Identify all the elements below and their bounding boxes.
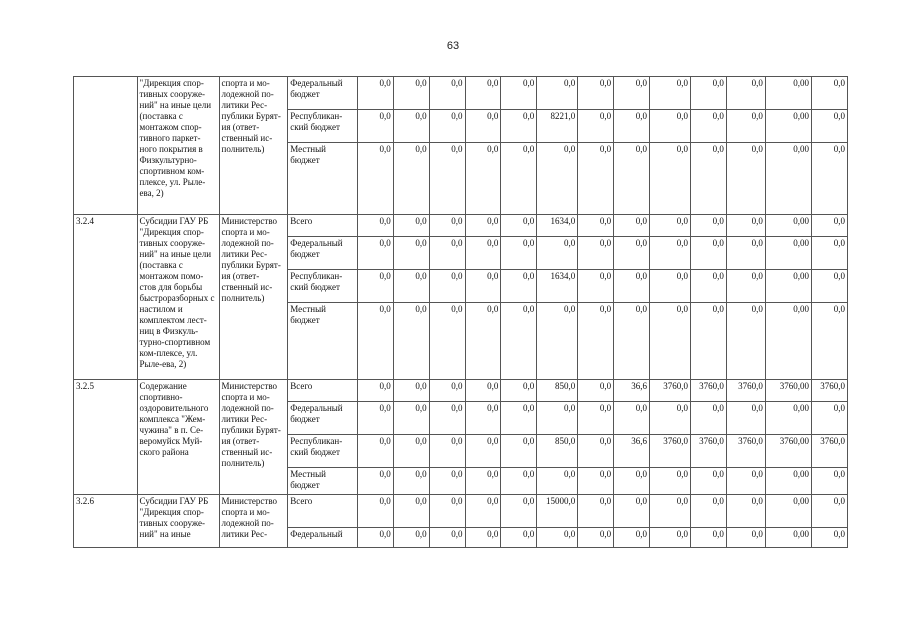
amount-cell: 0,00 bbox=[765, 495, 811, 528]
amount-cell: 0,0 bbox=[429, 303, 465, 380]
amount-cell: 0,00 bbox=[765, 528, 811, 548]
amount-cell: 0,0 bbox=[650, 303, 691, 380]
amount-cell: 0,0 bbox=[393, 495, 429, 528]
funding-source: Федеральный bbox=[288, 528, 358, 548]
amount-cell: 0,0 bbox=[691, 303, 727, 380]
amount-cell: 0,0 bbox=[393, 110, 429, 143]
amount-cell: 0,0 bbox=[465, 237, 501, 270]
amount-cell: 36,6 bbox=[614, 380, 650, 402]
amount-cell: 0,0 bbox=[393, 215, 429, 237]
amount-cell: 0,0 bbox=[393, 380, 429, 402]
amount-cell: 0,0 bbox=[812, 143, 848, 215]
funding-source: Местный бюджет bbox=[288, 303, 358, 380]
amount-cell: 3760,0 bbox=[812, 435, 848, 468]
amount-cell: 0,0 bbox=[726, 402, 765, 435]
amount-cell: 0,0 bbox=[650, 110, 691, 143]
table-row bbox=[74, 495, 848, 528]
amount-cell: 0,0 bbox=[537, 528, 578, 548]
amount-cell: 0,0 bbox=[429, 468, 465, 495]
amount-cell: 0,0 bbox=[393, 435, 429, 468]
amount-cell: 0,0 bbox=[812, 303, 848, 380]
amount-cell: 0,0 bbox=[429, 270, 465, 303]
amount-cell: 0,0 bbox=[614, 495, 650, 528]
funding-source: Республикан-ский бюджет bbox=[288, 110, 358, 143]
amount-cell: 0,0 bbox=[465, 528, 501, 548]
amount-cell: 0,0 bbox=[357, 215, 393, 237]
amount-cell: 0,0 bbox=[614, 270, 650, 303]
amount-cell: 0,0 bbox=[357, 270, 393, 303]
amount-cell: 0,0 bbox=[578, 380, 614, 402]
amount-cell: 0,0 bbox=[726, 495, 765, 528]
budget-table bbox=[73, 76, 848, 548]
page-number: 63 bbox=[446, 40, 460, 52]
amount-cell: 0,0 bbox=[393, 402, 429, 435]
amount-cell: 850,0 bbox=[537, 380, 578, 402]
amount-cell: 0,0 bbox=[726, 528, 765, 548]
amount-cell: 0,0 bbox=[578, 528, 614, 548]
amount-cell: 0,0 bbox=[429, 528, 465, 548]
amount-cell: 3760,00 bbox=[765, 380, 811, 402]
amount-cell: 0,0 bbox=[429, 143, 465, 215]
amount-cell: 0,0 bbox=[812, 402, 848, 435]
amount-cell: 0,0 bbox=[537, 402, 578, 435]
amount-cell: 0,0 bbox=[691, 237, 727, 270]
amount-cell: 0,0 bbox=[578, 468, 614, 495]
amount-cell: 0,0 bbox=[357, 495, 393, 528]
amount-cell: 0,0 bbox=[465, 303, 501, 380]
amount-cell: 8221,0 bbox=[537, 110, 578, 143]
amount-cell: 0,0 bbox=[357, 402, 393, 435]
amount-cell: 0,0 bbox=[465, 110, 501, 143]
responsible-executor: Министерство спорта и мо-лодежной по-литики Рес-публики Бурят-ия (ответ-ственный ис-полнитель) bbox=[219, 380, 288, 495]
amount-cell: 0,0 bbox=[465, 380, 501, 402]
amount-cell: 0,0 bbox=[812, 215, 848, 237]
amount-cell: 0,0 bbox=[650, 215, 691, 237]
amount-cell: 0,0 bbox=[465, 495, 501, 528]
amount-cell: 0,0 bbox=[429, 402, 465, 435]
program-code bbox=[74, 77, 138, 215]
amount-cell: 0,00 bbox=[765, 237, 811, 270]
amount-cell: 0,0 bbox=[812, 495, 848, 528]
amount-cell: 0,0 bbox=[357, 380, 393, 402]
amount-cell: 3760,0 bbox=[726, 435, 765, 468]
program-name: Субсидии ГАУ РБ "Дирекция спор-тивных сооруже-ний" на иные bbox=[137, 495, 219, 548]
amount-cell: 0,0 bbox=[691, 270, 727, 303]
amount-cell: 3760,0 bbox=[812, 380, 848, 402]
amount-cell: 0,0 bbox=[691, 77, 727, 110]
amount-cell: 0,0 bbox=[614, 215, 650, 237]
amount-cell: 0,0 bbox=[726, 468, 765, 495]
amount-cell: 0,0 bbox=[537, 77, 578, 110]
amount-cell: 0,0 bbox=[429, 215, 465, 237]
amount-cell: 0,0 bbox=[691, 528, 727, 548]
amount-cell: 0,0 bbox=[650, 528, 691, 548]
table-row bbox=[74, 380, 848, 402]
program-code: 3.2.6 bbox=[74, 495, 138, 548]
amount-cell: 0,0 bbox=[578, 402, 614, 435]
amount-cell: 0,0 bbox=[812, 528, 848, 548]
amount-cell: 0,0 bbox=[650, 495, 691, 528]
amount-cell: 0,0 bbox=[691, 402, 727, 435]
amount-cell: 0,0 bbox=[501, 303, 537, 380]
amount-cell: 0,0 bbox=[614, 110, 650, 143]
amount-cell: 0,0 bbox=[691, 215, 727, 237]
responsible-executor: Министерство спорта и мо-лодежной по-литики Рес-публики Бурят-ия (ответ-ственный ис-полнитель) bbox=[219, 215, 288, 380]
amount-cell: 0,00 bbox=[765, 77, 811, 110]
program-name: Субсидии ГАУ РБ "Дирекция спор-тивных сооруже-ний" на иные цели (поставка с монтажом помо-стов для борьбы быстроразборных с настилом и комплектом лест-ниц в Физкуль-турно-спортивном ком-плексе, ул. Рыле-ева, 2) bbox=[137, 215, 219, 380]
amount-cell: 0,0 bbox=[501, 528, 537, 548]
amount-cell: 0,00 bbox=[765, 270, 811, 303]
amount-cell: 0,0 bbox=[501, 495, 537, 528]
program-name: Содержание спортивно-оздоровительного комплекса "Жем-чужина" в п. Се-веромуйск Муй-ского района bbox=[137, 380, 219, 495]
amount-cell: 0,0 bbox=[429, 435, 465, 468]
amount-cell: 0,0 bbox=[357, 237, 393, 270]
amount-cell: 0,0 bbox=[650, 77, 691, 110]
amount-cell: 0,0 bbox=[614, 77, 650, 110]
program-code: 3.2.4 bbox=[74, 215, 138, 380]
amount-cell: 0,0 bbox=[726, 303, 765, 380]
amount-cell: 0,0 bbox=[501, 435, 537, 468]
amount-cell: 0,00 bbox=[765, 402, 811, 435]
amount-cell: 3760,0 bbox=[650, 380, 691, 402]
amount-cell: 0,0 bbox=[726, 110, 765, 143]
amount-cell: 0,0 bbox=[726, 215, 765, 237]
amount-cell: 0,0 bbox=[393, 468, 429, 495]
amount-cell: 0,0 bbox=[812, 110, 848, 143]
amount-cell: 3760,0 bbox=[650, 435, 691, 468]
amount-cell: 0,0 bbox=[393, 143, 429, 215]
amount-cell: 0,0 bbox=[429, 110, 465, 143]
amount-cell: 0,00 bbox=[765, 468, 811, 495]
amount-cell: 0,0 bbox=[429, 495, 465, 528]
amount-cell: 0,0 bbox=[537, 468, 578, 495]
amount-cell: 0,0 bbox=[691, 495, 727, 528]
amount-cell: 0,0 bbox=[357, 435, 393, 468]
amount-cell: 0,0 bbox=[357, 110, 393, 143]
funding-source: Республикан-ский бюджет bbox=[288, 270, 358, 303]
responsible-executor: спорта и мо-лодежной по-литики Рес-публики Бурят-ия (ответ-ственный ис-полнитель) bbox=[219, 77, 288, 215]
amount-cell: 0,0 bbox=[537, 303, 578, 380]
amount-cell: 0,0 bbox=[357, 143, 393, 215]
amount-cell: 0,0 bbox=[501, 402, 537, 435]
amount-cell: 0,0 bbox=[726, 143, 765, 215]
amount-cell: 0,0 bbox=[578, 303, 614, 380]
amount-cell: 0,0 bbox=[614, 143, 650, 215]
amount-cell: 3760,0 bbox=[726, 380, 765, 402]
amount-cell: 0,0 bbox=[578, 143, 614, 215]
amount-cell: 0,0 bbox=[650, 237, 691, 270]
amount-cell: 3760,0 bbox=[691, 380, 727, 402]
amount-cell: 0,0 bbox=[578, 237, 614, 270]
amount-cell: 0,0 bbox=[650, 402, 691, 435]
funding-source: Республикан-ский бюджет bbox=[288, 435, 358, 468]
amount-cell: 0,0 bbox=[812, 270, 848, 303]
amount-cell: 0,0 bbox=[578, 215, 614, 237]
amount-cell: 0,0 bbox=[393, 270, 429, 303]
amount-cell: 0,0 bbox=[614, 402, 650, 435]
program-name: "Дирекция спор-тивных сооруже-ний" на иные цели (поставка с монтажом спор-тивного паркет-ного покрытия в Физкультурно-спортивном ком-плексе, ул. Рыле-ева, 2) bbox=[137, 77, 219, 215]
table-body bbox=[74, 77, 848, 548]
amount-cell: 0,0 bbox=[691, 143, 727, 215]
amount-cell: 0,0 bbox=[726, 270, 765, 303]
amount-cell: 0,0 bbox=[357, 528, 393, 548]
amount-cell: 0,0 bbox=[357, 468, 393, 495]
amount-cell: 3760,0 bbox=[691, 435, 727, 468]
amount-cell: 0,0 bbox=[537, 237, 578, 270]
amount-cell: 0,0 bbox=[501, 270, 537, 303]
amount-cell: 0,0 bbox=[501, 237, 537, 270]
funding-source: Федеральный бюджет bbox=[288, 237, 358, 270]
amount-cell: 0,0 bbox=[357, 303, 393, 380]
funding-source: Федеральный бюджет bbox=[288, 77, 358, 110]
table-row bbox=[74, 215, 848, 237]
funding-source: Всего bbox=[288, 215, 358, 237]
amount-cell: 0,0 bbox=[726, 237, 765, 270]
amount-cell: 0,00 bbox=[765, 143, 811, 215]
amount-cell: 0,0 bbox=[465, 402, 501, 435]
amount-cell: 0,0 bbox=[429, 237, 465, 270]
funding-source: Местный бюджет bbox=[288, 468, 358, 495]
funding-source: Местный бюджет bbox=[288, 143, 358, 215]
amount-cell: 0,0 bbox=[812, 468, 848, 495]
amount-cell: 0,0 bbox=[650, 143, 691, 215]
amount-cell: 0,0 bbox=[393, 237, 429, 270]
amount-cell: 1634,0 bbox=[537, 215, 578, 237]
amount-cell: 0,0 bbox=[501, 143, 537, 215]
amount-cell: 0,0 bbox=[578, 110, 614, 143]
amount-cell: 0,0 bbox=[578, 435, 614, 468]
amount-cell: 0,00 bbox=[765, 110, 811, 143]
amount-cell: 0,0 bbox=[357, 77, 393, 110]
amount-cell: 0,00 bbox=[765, 215, 811, 237]
amount-cell: 0,0 bbox=[465, 143, 501, 215]
amount-cell: 0,0 bbox=[578, 495, 614, 528]
amount-cell: 0,0 bbox=[650, 468, 691, 495]
amount-cell: 0,0 bbox=[393, 303, 429, 380]
amount-cell: 0,0 bbox=[465, 77, 501, 110]
amount-cell: 0,0 bbox=[691, 110, 727, 143]
amount-cell: 0,0 bbox=[614, 303, 650, 380]
amount-cell: 0,0 bbox=[614, 237, 650, 270]
amount-cell: 0,0 bbox=[812, 77, 848, 110]
amount-cell: 0,0 bbox=[393, 77, 429, 110]
amount-cell: 36,6 bbox=[614, 435, 650, 468]
amount-cell: 0,0 bbox=[691, 468, 727, 495]
amount-cell: 0,0 bbox=[465, 215, 501, 237]
amount-cell: 0,0 bbox=[501, 380, 537, 402]
amount-cell: 0,0 bbox=[465, 435, 501, 468]
amount-cell: 3760,00 bbox=[765, 435, 811, 468]
amount-cell: 0,0 bbox=[578, 77, 614, 110]
amount-cell: 0,0 bbox=[501, 215, 537, 237]
amount-cell: 0,0 bbox=[429, 380, 465, 402]
amount-cell: 0,0 bbox=[614, 528, 650, 548]
amount-cell: 0,0 bbox=[726, 77, 765, 110]
funding-source: Всего bbox=[288, 495, 358, 528]
table-row bbox=[74, 77, 848, 110]
amount-cell: 0,0 bbox=[578, 270, 614, 303]
amount-cell: 0,00 bbox=[765, 303, 811, 380]
amount-cell: 0,0 bbox=[650, 270, 691, 303]
amount-cell: 0,0 bbox=[465, 468, 501, 495]
amount-cell: 0,0 bbox=[465, 270, 501, 303]
amount-cell: 0,0 bbox=[393, 528, 429, 548]
amount-cell: 0,0 bbox=[501, 468, 537, 495]
funding-source: Федеральный бюджет bbox=[288, 402, 358, 435]
amount-cell: 1634,0 bbox=[537, 270, 578, 303]
amount-cell: 850,0 bbox=[537, 435, 578, 468]
funding-source: Всего bbox=[288, 380, 358, 402]
amount-cell: 0,0 bbox=[501, 77, 537, 110]
responsible-executor: Министерство спорта и мо-лодежной по-литики Рес- bbox=[219, 495, 288, 548]
amount-cell: 0,0 bbox=[614, 468, 650, 495]
program-code: 3.2.5 bbox=[74, 380, 138, 495]
amount-cell: 0,0 bbox=[812, 237, 848, 270]
amount-cell: 0,0 bbox=[429, 77, 465, 110]
amount-cell: 15000,0 bbox=[537, 495, 578, 528]
amount-cell: 0,0 bbox=[537, 143, 578, 215]
amount-cell: 0,0 bbox=[501, 110, 537, 143]
